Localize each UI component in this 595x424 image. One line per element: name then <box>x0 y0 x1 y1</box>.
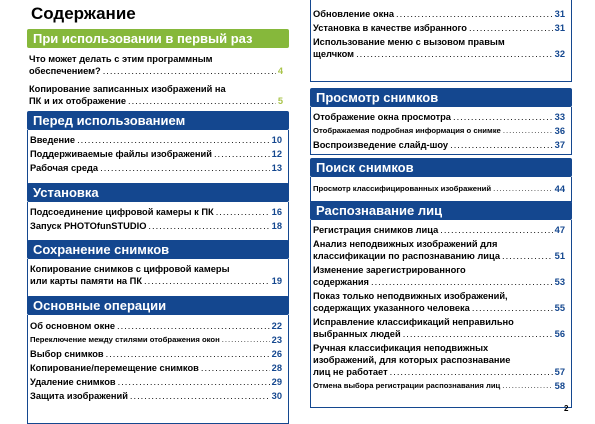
page-number: 32 <box>554 49 565 59</box>
page-number: 57 <box>554 367 565 377</box>
page-number: 31 <box>554 9 565 19</box>
toc-entry[interactable]: Использование меню с вызовом правым щелчком ..... 32 <box>313 36 565 60</box>
page-number: 26 <box>271 349 282 359</box>
page-number: 19 <box>271 276 282 286</box>
page-number: 13 <box>271 163 282 173</box>
toc-entry[interactable]: Что может делать с этим программным обеспечением? ..... 4 <box>29 53 283 77</box>
toc-entry[interactable]: Исправление классификаций неправильно выбранных людей ..... 56 <box>313 316 565 340</box>
page-number: 58 <box>554 381 565 391</box>
toc-entry[interactable]: Изменение зарегистрированного содержания ..... 53 <box>313 264 565 288</box>
section-heading: Просмотр снимков <box>310 88 572 107</box>
page-number: 44 <box>554 184 565 194</box>
section-heading: Распознавание лиц <box>310 201 572 220</box>
page-number: 30 <box>271 391 282 401</box>
section-installation <box>27 183 289 243</box>
page-number: 56 <box>554 329 565 339</box>
page-number: 33 <box>554 112 565 122</box>
toc-entry[interactable]: Установка в качестве избранного ..... 31 <box>313 22 565 34</box>
toc-entry[interactable]: Регистрация снимков лица ..... 47 <box>313 224 565 236</box>
page-number: 31 <box>554 23 565 33</box>
page-number: 18 <box>271 221 282 231</box>
section-heading: Установка <box>27 183 289 202</box>
page-number: 36 <box>554 126 565 136</box>
toc-entry[interactable]: Рабочая среда ..... 13 <box>30 162 282 174</box>
toc-entry[interactable]: Введение ..... 10 <box>30 134 282 146</box>
toc-entry[interactable]: Отображение окна просмотра ..... 33 <box>313 111 565 123</box>
toc-entry[interactable]: Об основном окне ..... 22 <box>30 320 282 332</box>
toc-entry[interactable]: Копирование/перемещение снимков ..... 28 <box>30 362 282 374</box>
toc-entry[interactable]: Удаление снимков ..... 29 <box>30 376 282 388</box>
section-face-recognition <box>310 201 572 408</box>
section-basic-operations <box>27 296 289 424</box>
page-number: 51 <box>554 251 565 261</box>
toc-entry[interactable]: Анализ неподвижных изображений для классификации по распознаванию лица ..... 51 <box>313 238 565 262</box>
page-number: 23 <box>271 335 282 345</box>
section-first-use <box>27 29 289 109</box>
page-number: 12 <box>271 149 282 159</box>
page-number: 16 <box>271 207 282 217</box>
page-number: 37 <box>554 140 565 150</box>
toc-entry[interactable]: Копирование снимков с цифровой камеры или карты памяти на ПК ..... 19 <box>30 263 282 287</box>
page-number: 22 <box>271 321 282 331</box>
page-number: 10 <box>271 135 282 145</box>
page-title: Содержание <box>31 4 136 23</box>
section-heading: Основные операции <box>27 296 289 315</box>
toc-entry[interactable]: Копирование записанных изображений на ПК и их отображение ..... 5 <box>29 83 283 107</box>
page-number: 53 <box>554 277 565 287</box>
page-number: 47 <box>554 225 565 235</box>
toc-entry[interactable]: Ручная классификация неподвижных изображений, для которых распознавание лиц не работает ..... 57 <box>313 342 565 378</box>
toc-entry[interactable]: Переключение между стилями отображения окон ..... 23 <box>30 334 282 346</box>
toc-entry[interactable]: Отмена выбора регистрации распознавания лиц ..... 58 <box>313 380 565 392</box>
toc-entry[interactable]: Обновление окна ..... 31 <box>313 8 565 20</box>
toc-entry[interactable]: Защита изображений ..... 30 <box>30 390 282 402</box>
section-heading: Перед использованием <box>27 111 289 130</box>
section-search <box>310 158 572 202</box>
section-saving <box>27 240 289 301</box>
toc-entry[interactable]: Показ только неподвижных изображений, содержащих указанного человека ..... 55 <box>313 290 565 314</box>
section-basic-operations-cont <box>310 0 572 82</box>
page-number: 55 <box>554 303 565 313</box>
section-viewing <box>310 88 572 155</box>
page-number: 4 <box>277 66 283 76</box>
page-number: 28 <box>271 363 282 373</box>
page-number-footer: 2 <box>564 404 569 413</box>
toc-entry[interactable]: Воспроизведение слайд-шоу ..... 37 <box>313 139 565 151</box>
page-number: 29 <box>271 377 282 387</box>
toc-entry[interactable]: Выбор снимков ..... 26 <box>30 348 282 360</box>
section-heading: При использовании в первый раз <box>27 29 289 48</box>
section-heading: Сохранение снимков <box>27 240 289 259</box>
toc-entry[interactable]: Просмотр классифицированных изображений ..... 44 <box>313 183 565 195</box>
toc-entry[interactable]: Запуск PHOTOfunSTUDIO ..... 18 <box>30 220 282 232</box>
toc-entry[interactable]: Подсоединение цифровой камеры к ПК ..... 16 <box>30 206 282 218</box>
toc-entry[interactable]: Поддерживаемые файлы изображений ..... 12 <box>30 148 282 160</box>
page-number: 5 <box>277 96 283 106</box>
toc-entry[interactable]: Отображаемая подробная информация о снимке ..... 36 <box>313 125 565 137</box>
section-heading: Поиск снимков <box>310 158 572 177</box>
section-before-use <box>27 111 289 185</box>
